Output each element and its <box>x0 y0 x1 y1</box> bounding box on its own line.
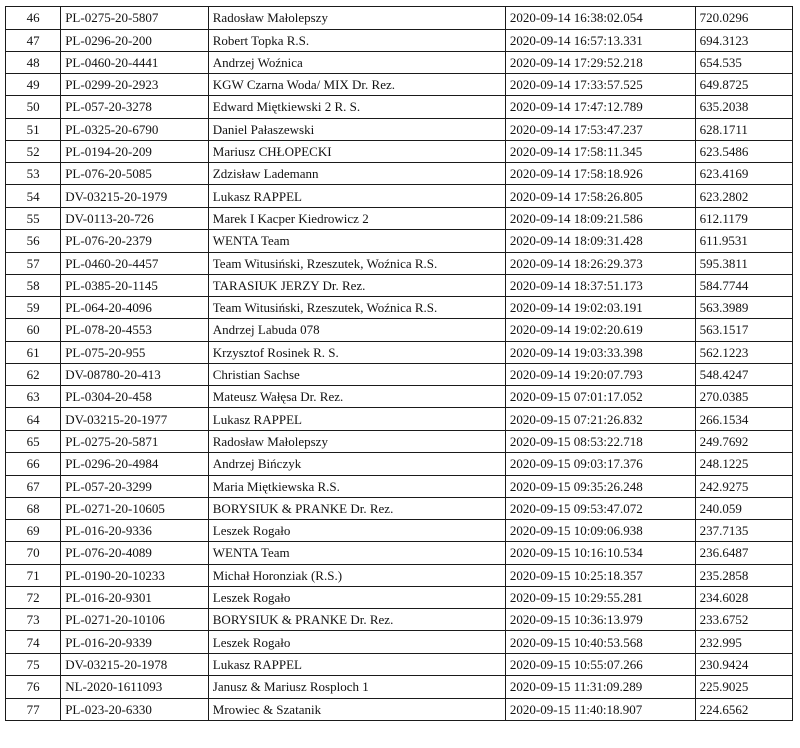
ring-number-cell: PL-057-20-3278 <box>61 96 209 119</box>
ring-number-cell: PL-016-20-9339 <box>61 631 209 654</box>
fancier-name-cell: WENTA Team <box>208 229 505 252</box>
table-row <box>6 207 793 229</box>
position-cell: 59 <box>6 297 61 319</box>
arrival-time-cell: 2020-09-14 19:02:20.619 <box>505 319 695 342</box>
position-cell: 68 <box>6 497 61 520</box>
position-cell: 53 <box>6 163 61 185</box>
position-cell: 65 <box>6 430 61 452</box>
speed-cell: 649.8725 <box>695 74 792 96</box>
speed-cell: 548.4247 <box>695 363 792 386</box>
position-cell: 73 <box>6 609 61 631</box>
table-row <box>6 29 793 51</box>
ring-number-cell: DV-03215-20-1979 <box>61 185 209 208</box>
table-row <box>6 698 793 720</box>
arrival-time-cell: 2020-09-14 18:37:51.173 <box>505 274 695 297</box>
fancier-name-cell: Radosław Małolepszy <box>208 7 505 30</box>
speed-cell: 623.2802 <box>695 185 792 208</box>
arrival-time-cell: 2020-09-14 19:03:33.398 <box>505 341 695 363</box>
arrival-time-cell: 2020-09-15 10:40:53.568 <box>505 631 695 654</box>
speed-cell: 611.9531 <box>695 229 792 252</box>
fancier-name-cell: Andrzej Labuda 078 <box>208 319 505 342</box>
arrival-time-cell: 2020-09-14 18:26:29.373 <box>505 252 695 274</box>
ring-number-cell: PL-0299-20-2923 <box>61 74 209 96</box>
fancier-name-cell: Lukasz RAPPEL <box>208 185 505 208</box>
arrival-time-cell: 2020-09-14 17:33:57.525 <box>505 74 695 96</box>
speed-cell: 595.3811 <box>695 252 792 274</box>
table-row <box>6 252 793 274</box>
ring-number-cell: DV-08780-20-413 <box>61 363 209 386</box>
fancier-name-cell: Mateusz Wałęsa Dr. Rez. <box>208 386 505 408</box>
arrival-time-cell: 2020-09-14 17:58:11.345 <box>505 140 695 163</box>
ring-number-cell: DV-0113-20-726 <box>61 207 209 229</box>
ring-number-cell: PL-023-20-6330 <box>61 698 209 720</box>
table-row <box>6 653 793 675</box>
speed-cell: 230.9424 <box>695 653 792 675</box>
ring-number-cell: DV-03215-20-1978 <box>61 653 209 675</box>
speed-cell: 224.6562 <box>695 698 792 720</box>
position-cell: 55 <box>6 207 61 229</box>
results-table <box>5 6 793 721</box>
table-row <box>6 520 793 542</box>
ring-number-cell: PL-076-20-5085 <box>61 163 209 185</box>
arrival-time-cell: 2020-09-14 17:58:26.805 <box>505 185 695 208</box>
table-row <box>6 96 793 119</box>
arrival-time-cell: 2020-09-14 16:57:13.331 <box>505 29 695 51</box>
table-row <box>6 408 793 431</box>
arrival-time-cell: 2020-09-15 09:35:26.248 <box>505 475 695 497</box>
ring-number-cell: PL-075-20-955 <box>61 341 209 363</box>
table-row <box>6 118 793 140</box>
table-row <box>6 497 793 520</box>
ring-number-cell: PL-0296-20-200 <box>61 29 209 51</box>
arrival-time-cell: 2020-09-14 18:09:31.428 <box>505 229 695 252</box>
position-cell: 54 <box>6 185 61 208</box>
fancier-name-cell: Michał Horonziak (R.S.) <box>208 564 505 586</box>
fancier-name-cell: Marek I Kacper Kiedrowicz 2 <box>208 207 505 229</box>
ring-number-cell: PL-0460-20-4441 <box>61 51 209 74</box>
speed-cell: 612.1179 <box>695 207 792 229</box>
arrival-time-cell: 2020-09-14 19:02:03.191 <box>505 297 695 319</box>
position-cell: 51 <box>6 118 61 140</box>
position-cell: 50 <box>6 96 61 119</box>
fancier-name-cell: Krzysztof Rosinek R. S. <box>208 341 505 363</box>
ring-number-cell: PL-0304-20-458 <box>61 386 209 408</box>
position-cell: 46 <box>6 7 61 30</box>
arrival-time-cell: 2020-09-14 17:53:47.237 <box>505 118 695 140</box>
speed-cell: 266.1534 <box>695 408 792 431</box>
speed-cell: 563.3989 <box>695 297 792 319</box>
fancier-name-cell: Leszek Rogało <box>208 586 505 609</box>
fancier-name-cell: Leszek Rogało <box>208 520 505 542</box>
fancier-name-cell: Lukasz RAPPEL <box>208 408 505 431</box>
ring-number-cell: DV-03215-20-1977 <box>61 408 209 431</box>
position-cell: 74 <box>6 631 61 654</box>
fancier-name-cell: Leszek Rogało <box>208 631 505 654</box>
table-row <box>6 74 793 96</box>
ring-number-cell: PL-0275-20-5807 <box>61 7 209 30</box>
position-cell: 48 <box>6 51 61 74</box>
fancier-name-cell: Mariusz CHŁOPECKI <box>208 140 505 163</box>
position-cell: 70 <box>6 542 61 565</box>
ring-number-cell: PL-057-20-3299 <box>61 475 209 497</box>
ring-number-cell: PL-0271-20-10605 <box>61 497 209 520</box>
ring-number-cell: PL-0460-20-4457 <box>61 252 209 274</box>
fancier-name-cell: TARASIUK JERZY Dr. Rez. <box>208 274 505 297</box>
fancier-name-cell: KGW Czarna Woda/ MIX Dr. Rez. <box>208 74 505 96</box>
position-cell: 66 <box>6 452 61 475</box>
arrival-time-cell: 2020-09-14 18:09:21.586 <box>505 207 695 229</box>
fancier-name-cell: Team Witusiński, Rzeszutek, Woźnica R.S. <box>208 297 505 319</box>
position-cell: 57 <box>6 252 61 274</box>
fancier-name-cell: Maria Miętkiewska R.S. <box>208 475 505 497</box>
arrival-time-cell: 2020-09-15 10:29:55.281 <box>505 586 695 609</box>
ring-number-cell: PL-0194-20-209 <box>61 140 209 163</box>
speed-cell: 240.059 <box>695 497 792 520</box>
arrival-time-cell: 2020-09-15 07:21:26.832 <box>505 408 695 431</box>
speed-cell: 635.2038 <box>695 96 792 119</box>
arrival-time-cell: 2020-09-15 07:01:17.052 <box>505 386 695 408</box>
ring-number-cell: NL-2020-1611093 <box>61 675 209 698</box>
arrival-time-cell: 2020-09-15 10:25:18.357 <box>505 564 695 586</box>
arrival-time-cell: 2020-09-15 10:16:10.534 <box>505 542 695 565</box>
speed-cell: 584.7744 <box>695 274 792 297</box>
ring-number-cell: PL-016-20-9301 <box>61 586 209 609</box>
fancier-name-cell: Robert Topka R.S. <box>208 29 505 51</box>
arrival-time-cell: 2020-09-14 17:29:52.218 <box>505 51 695 74</box>
table-row <box>6 631 793 654</box>
speed-cell: 623.4169 <box>695 163 792 185</box>
speed-cell: 270.0385 <box>695 386 792 408</box>
fancier-name-cell: Mrowiec & Szatanik <box>208 698 505 720</box>
ring-number-cell: PL-0275-20-5871 <box>61 430 209 452</box>
fancier-name-cell: Team Witusiński, Rzeszutek, Woźnica R.S. <box>208 252 505 274</box>
speed-cell: 720.0296 <box>695 7 792 30</box>
fancier-name-cell: Daniel Pałaszewski <box>208 118 505 140</box>
ring-number-cell: PL-078-20-4553 <box>61 319 209 342</box>
table-row <box>6 7 793 30</box>
speed-cell: 235.2858 <box>695 564 792 586</box>
position-cell: 58 <box>6 274 61 297</box>
speed-cell: 249.7692 <box>695 430 792 452</box>
speed-cell: 234.6028 <box>695 586 792 609</box>
arrival-time-cell: 2020-09-15 09:03:17.376 <box>505 452 695 475</box>
position-cell: 71 <box>6 564 61 586</box>
fancier-name-cell: Christian Sachse <box>208 363 505 386</box>
arrival-time-cell: 2020-09-15 10:09:06.938 <box>505 520 695 542</box>
arrival-time-cell: 2020-09-14 17:47:12.789 <box>505 96 695 119</box>
arrival-time-cell: 2020-09-15 10:36:13.979 <box>505 609 695 631</box>
position-cell: 64 <box>6 408 61 431</box>
position-cell: 77 <box>6 698 61 720</box>
speed-cell: 654.535 <box>695 51 792 74</box>
table-row <box>6 386 793 408</box>
ring-number-cell: PL-0190-20-10233 <box>61 564 209 586</box>
table-row <box>6 51 793 74</box>
ring-number-cell: PL-0296-20-4984 <box>61 452 209 475</box>
position-cell: 60 <box>6 319 61 342</box>
arrival-time-cell: 2020-09-14 19:20:07.793 <box>505 363 695 386</box>
table-row <box>6 564 793 586</box>
arrival-time-cell: 2020-09-15 11:31:09.289 <box>505 675 695 698</box>
position-cell: 75 <box>6 653 61 675</box>
arrival-time-cell: 2020-09-15 10:55:07.266 <box>505 653 695 675</box>
position-cell: 56 <box>6 229 61 252</box>
position-cell: 52 <box>6 140 61 163</box>
fancier-name-cell: Andrzej Woźnica <box>208 51 505 74</box>
table-row <box>6 274 793 297</box>
table-row <box>6 229 793 252</box>
speed-cell: 225.9025 <box>695 675 792 698</box>
table-row <box>6 163 793 185</box>
speed-cell: 248.1225 <box>695 452 792 475</box>
ring-number-cell: PL-0385-20-1145 <box>61 274 209 297</box>
speed-cell: 233.6752 <box>695 609 792 631</box>
ring-number-cell: PL-076-20-2379 <box>61 229 209 252</box>
speed-cell: 694.3123 <box>695 29 792 51</box>
speed-cell: 236.6487 <box>695 542 792 565</box>
position-cell: 63 <box>6 386 61 408</box>
table-row <box>6 297 793 319</box>
fancier-name-cell: BORYSIUK & PRANKE Dr. Rez. <box>208 609 505 631</box>
position-cell: 69 <box>6 520 61 542</box>
table-row <box>6 341 793 363</box>
speed-cell: 232.995 <box>695 631 792 654</box>
position-cell: 76 <box>6 675 61 698</box>
fancier-name-cell: Zdzisław Lademann <box>208 163 505 185</box>
position-cell: 47 <box>6 29 61 51</box>
position-cell: 49 <box>6 74 61 96</box>
table-row <box>6 586 793 609</box>
arrival-time-cell: 2020-09-14 17:58:18.926 <box>505 163 695 185</box>
arrival-time-cell: 2020-09-15 08:53:22.718 <box>505 430 695 452</box>
speed-cell: 237.7135 <box>695 520 792 542</box>
fancier-name-cell: Lukasz RAPPEL <box>208 653 505 675</box>
table-row <box>6 475 793 497</box>
fancier-name-cell: Radosław Małolepszy <box>208 430 505 452</box>
ring-number-cell: PL-0325-20-6790 <box>61 118 209 140</box>
table-row <box>6 675 793 698</box>
arrival-time-cell: 2020-09-15 11:40:18.907 <box>505 698 695 720</box>
table-row <box>6 140 793 163</box>
table-row <box>6 363 793 386</box>
position-cell: 62 <box>6 363 61 386</box>
position-cell: 67 <box>6 475 61 497</box>
fancier-name-cell: Edward Miętkiewski 2 R. S. <box>208 96 505 119</box>
speed-cell: 563.1517 <box>695 319 792 342</box>
results-table-body <box>6 7 793 721</box>
fancier-name-cell: WENTA Team <box>208 542 505 565</box>
table-row <box>6 319 793 342</box>
ring-number-cell: PL-076-20-4089 <box>61 542 209 565</box>
position-cell: 61 <box>6 341 61 363</box>
position-cell: 72 <box>6 586 61 609</box>
arrival-time-cell: 2020-09-14 16:38:02.054 <box>505 7 695 30</box>
table-row <box>6 430 793 452</box>
ring-number-cell: PL-016-20-9336 <box>61 520 209 542</box>
fancier-name-cell: Andrzej Bińczyk <box>208 452 505 475</box>
speed-cell: 562.1223 <box>695 341 792 363</box>
table-row <box>6 185 793 208</box>
arrival-time-cell: 2020-09-15 09:53:47.072 <box>505 497 695 520</box>
table-row <box>6 609 793 631</box>
ring-number-cell: PL-064-20-4096 <box>61 297 209 319</box>
speed-cell: 242.9275 <box>695 475 792 497</box>
speed-cell: 623.5486 <box>695 140 792 163</box>
fancier-name-cell: Janusz & Mariusz Rosploch 1 <box>208 675 505 698</box>
speed-cell: 628.1711 <box>695 118 792 140</box>
table-row <box>6 452 793 475</box>
fancier-name-cell: BORYSIUK & PRANKE Dr. Rez. <box>208 497 505 520</box>
ring-number-cell: PL-0271-20-10106 <box>61 609 209 631</box>
table-row <box>6 542 793 565</box>
